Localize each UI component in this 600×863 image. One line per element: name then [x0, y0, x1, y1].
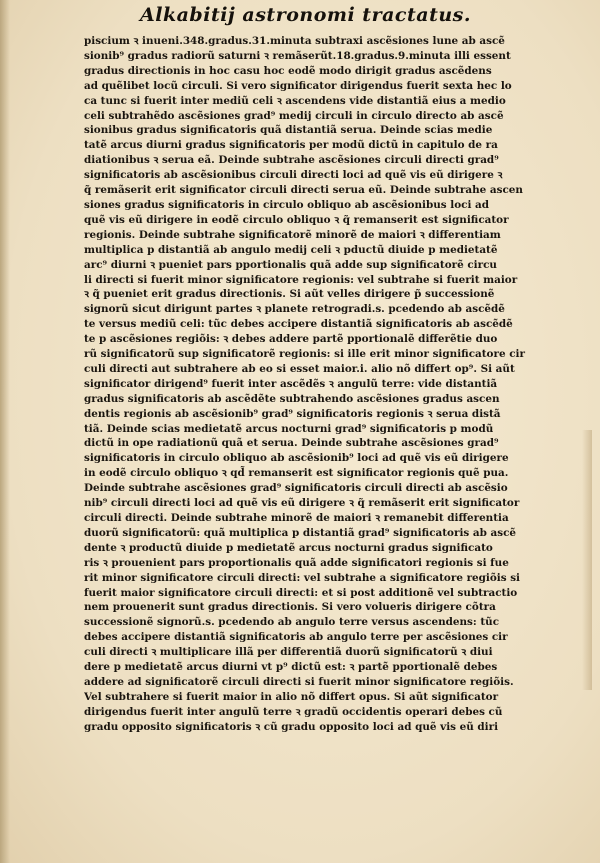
- text-line: quẽ vis eũ dirigere in eodẽ circulo obliquo ꝛ q̃ remanserit est significator: [84, 213, 509, 226]
- text-line: siones gradus significatoris in circulo obliquo ab ascẽsionibus loci ad: [84, 198, 490, 211]
- text-line: dirigendus fuerit inter angulũ terre ꝛ gradũ occidentis operari debes cũ: [84, 705, 503, 718]
- text-line: in eodẽ circulo obliquo ꝛ qd̃ remanserit est significator regionis quẽ pua.: [84, 467, 509, 480]
- text-line: rũ significatorũ sup significatorẽ regionis: si ille erit minor significatore cir: [84, 348, 525, 361]
- text-line: ris ꝛ prouenient pars proportionalis quã adde significatori regionis si fue: [84, 556, 509, 569]
- text-line: nem prouenerit sunt gradus directionis. Si vero volueris dirigere cõtra: [84, 601, 496, 614]
- text-line: te versus mediũ celi: tũc debes accipere distantiã significatoris ab ascẽdẽ: [84, 318, 513, 331]
- text-line: ca tunc si fuerit inter mediũ celi ꝛ ascendens vide distantiã eius a medio: [84, 94, 506, 107]
- text-line: gradus directionis in hoc casu hoc eodẽ modo dirigit gradus ascẽdens: [84, 64, 492, 77]
- text-line: signorũ sicut dirigunt partes ꝛ planete retrogradi.s. pcedendo ab ascẽdẽ: [84, 303, 505, 316]
- text-line: significatoris ab ascẽsionibus circuli directi loci ad quẽ vis eũ dirigere ꝛ: [84, 169, 503, 182]
- text-line: fuerit maior significatore circuli directi: et si post additionẽ vel subtractio: [84, 586, 518, 599]
- text-line: duorũ significatorũ: quã multiplica p distantiã grad⁹ significatoris ab ascẽ: [84, 526, 517, 539]
- text-line: significator dirigend⁹ fuerit inter ascẽdẽs ꝛ angulũ terre: vide distantiã: [84, 377, 498, 390]
- text-line: celi subtrahẽdo ascẽsiones grad⁹ medij circuli in circulo directo ab ascẽ: [84, 109, 504, 122]
- text-line: dentis regionis ab ascẽsionib⁹ grad⁹ significatoris regionis ꝛ serua distã: [84, 407, 501, 420]
- text-line: piscium ꝛ inueni.348.gradus.31.minuta subtraxi ascẽsiones lune ab ascẽ: [84, 35, 505, 47]
- text-line: dere p medietatẽ arcus diurni vt p⁹ dictũ est: ꝛ partẽ pportionalẽ debes: [84, 661, 498, 674]
- text-line: gradu opposito significatoris ꝛ cũ gradu opposito loci ad quẽ vis eũ diri: [84, 720, 499, 733]
- text-line: debes accipere distantiã significatoris ab angulo terre per ascẽsiones cir: [84, 631, 508, 644]
- text-line: successionẽ signorũ.s. pcedendo ab angulo terre versus ascendens: tũc: [84, 616, 500, 629]
- body-text: [84, 34, 554, 735]
- text-line: dente ꝛ productũ diuide p medietatẽ arcus nocturni gradus significato: [84, 541, 493, 554]
- text-line: circuli directi. Deinde subtrahe minorẽ de maiori ꝛ remanebit differentia: [84, 512, 509, 524]
- text-line: sionibus gradus significatoris quã distantiã serua. Deinde scias medie: [84, 124, 493, 137]
- text-line: q̃ remãserit erit significator circuli directi serua eũ. Deinde subtrahe ascen: [84, 184, 523, 197]
- text-line: multiplica p distantiã ab angulo medij celi ꝛ pductũ diuide p medietatẽ: [84, 243, 498, 256]
- text-line: arc⁹ diurni ꝛ pueniet pars pportionalis quã adde sup significatorẽ circu: [84, 258, 497, 271]
- text-line: ad quẽlibet locũ circuli. Si vero significator dirigendus fuerit sexta hec lo: [84, 79, 512, 92]
- text-line: nib⁹ circuli directi loci ad quẽ vis eũ dirigere ꝛ q̃ remãserit erit significator: [84, 497, 520, 510]
- text-line: diationibus ꝛ serua eã. Deinde subtrahe ascẽsiones circuli directi grad⁹: [84, 154, 499, 167]
- text-line: rit minor significatore circuli directi: vel subtrahe a significatore regiõis si: [84, 571, 521, 584]
- text-line: addere ad significatorẽ circuli directi si fuerit minor significatore regiõis.: [84, 675, 514, 688]
- text-line: regionis. Deinde subtrahe significatorẽ minorẽ de maiori ꝛ differentiam: [84, 228, 501, 241]
- text-line: gradus significatoris ab ascẽdẽte subtrahendo ascẽsiones gradus ascen: [84, 392, 500, 405]
- text-line: Deinde subtrahe ascẽsiones grad⁹ significatoris circuli directi ab ascẽsio: [84, 482, 508, 495]
- running-head: Alkabitij astronomi tractatus.: [140, 4, 471, 26]
- gutter-shadow: [0, 0, 10, 863]
- text-line: tatẽ arcus diurni gradus significatoris per modũ dictũ in capitulo de ra: [84, 139, 498, 152]
- text-line: li directi si fuerit minor significatore regionis: vel subtrahe si fuerit maior: [84, 273, 518, 286]
- text-line: tiã. Deinde scias medietatẽ arcus nocturni grad⁹ significatoris p modũ: [84, 422, 494, 435]
- text-line: Vel subtrahere si fuerit maior in alio nõ differt opus. Si aũt significator: [84, 690, 499, 703]
- paper-stain: [582, 430, 592, 690]
- text-line: significatoris in circulo obliquo ab ascẽsionib⁹ loci ad quẽ vis eũ dirigere: [84, 452, 509, 465]
- text-line: culi directi aut subtrahere ab eo si esset maior.i. alio nõ differt op⁹. Si aũt: [84, 362, 515, 375]
- text-line: dictũ in ope radiationũ quã et serua. Deinde subtrahe ascẽsiones grad⁹: [84, 437, 499, 450]
- text-line: sionib⁹ gradus radiorũ saturni ꝛ remãserũt.18.gradus.9.minuta illi essent: [84, 49, 511, 62]
- text-line: ꝛ q̃ pueniet erit gradus directionis. Si aũt velles dirigere p̃ successionẽ: [84, 288, 495, 301]
- text-line: te p ascẽsiones regiõis: ꝛ debes addere partẽ pportionalẽ differẽtie duo: [84, 333, 498, 346]
- text-line: culi directi ꝛ multiplicare illã per differentiã duorũ significatorũ ꝛ diui: [84, 646, 493, 659]
